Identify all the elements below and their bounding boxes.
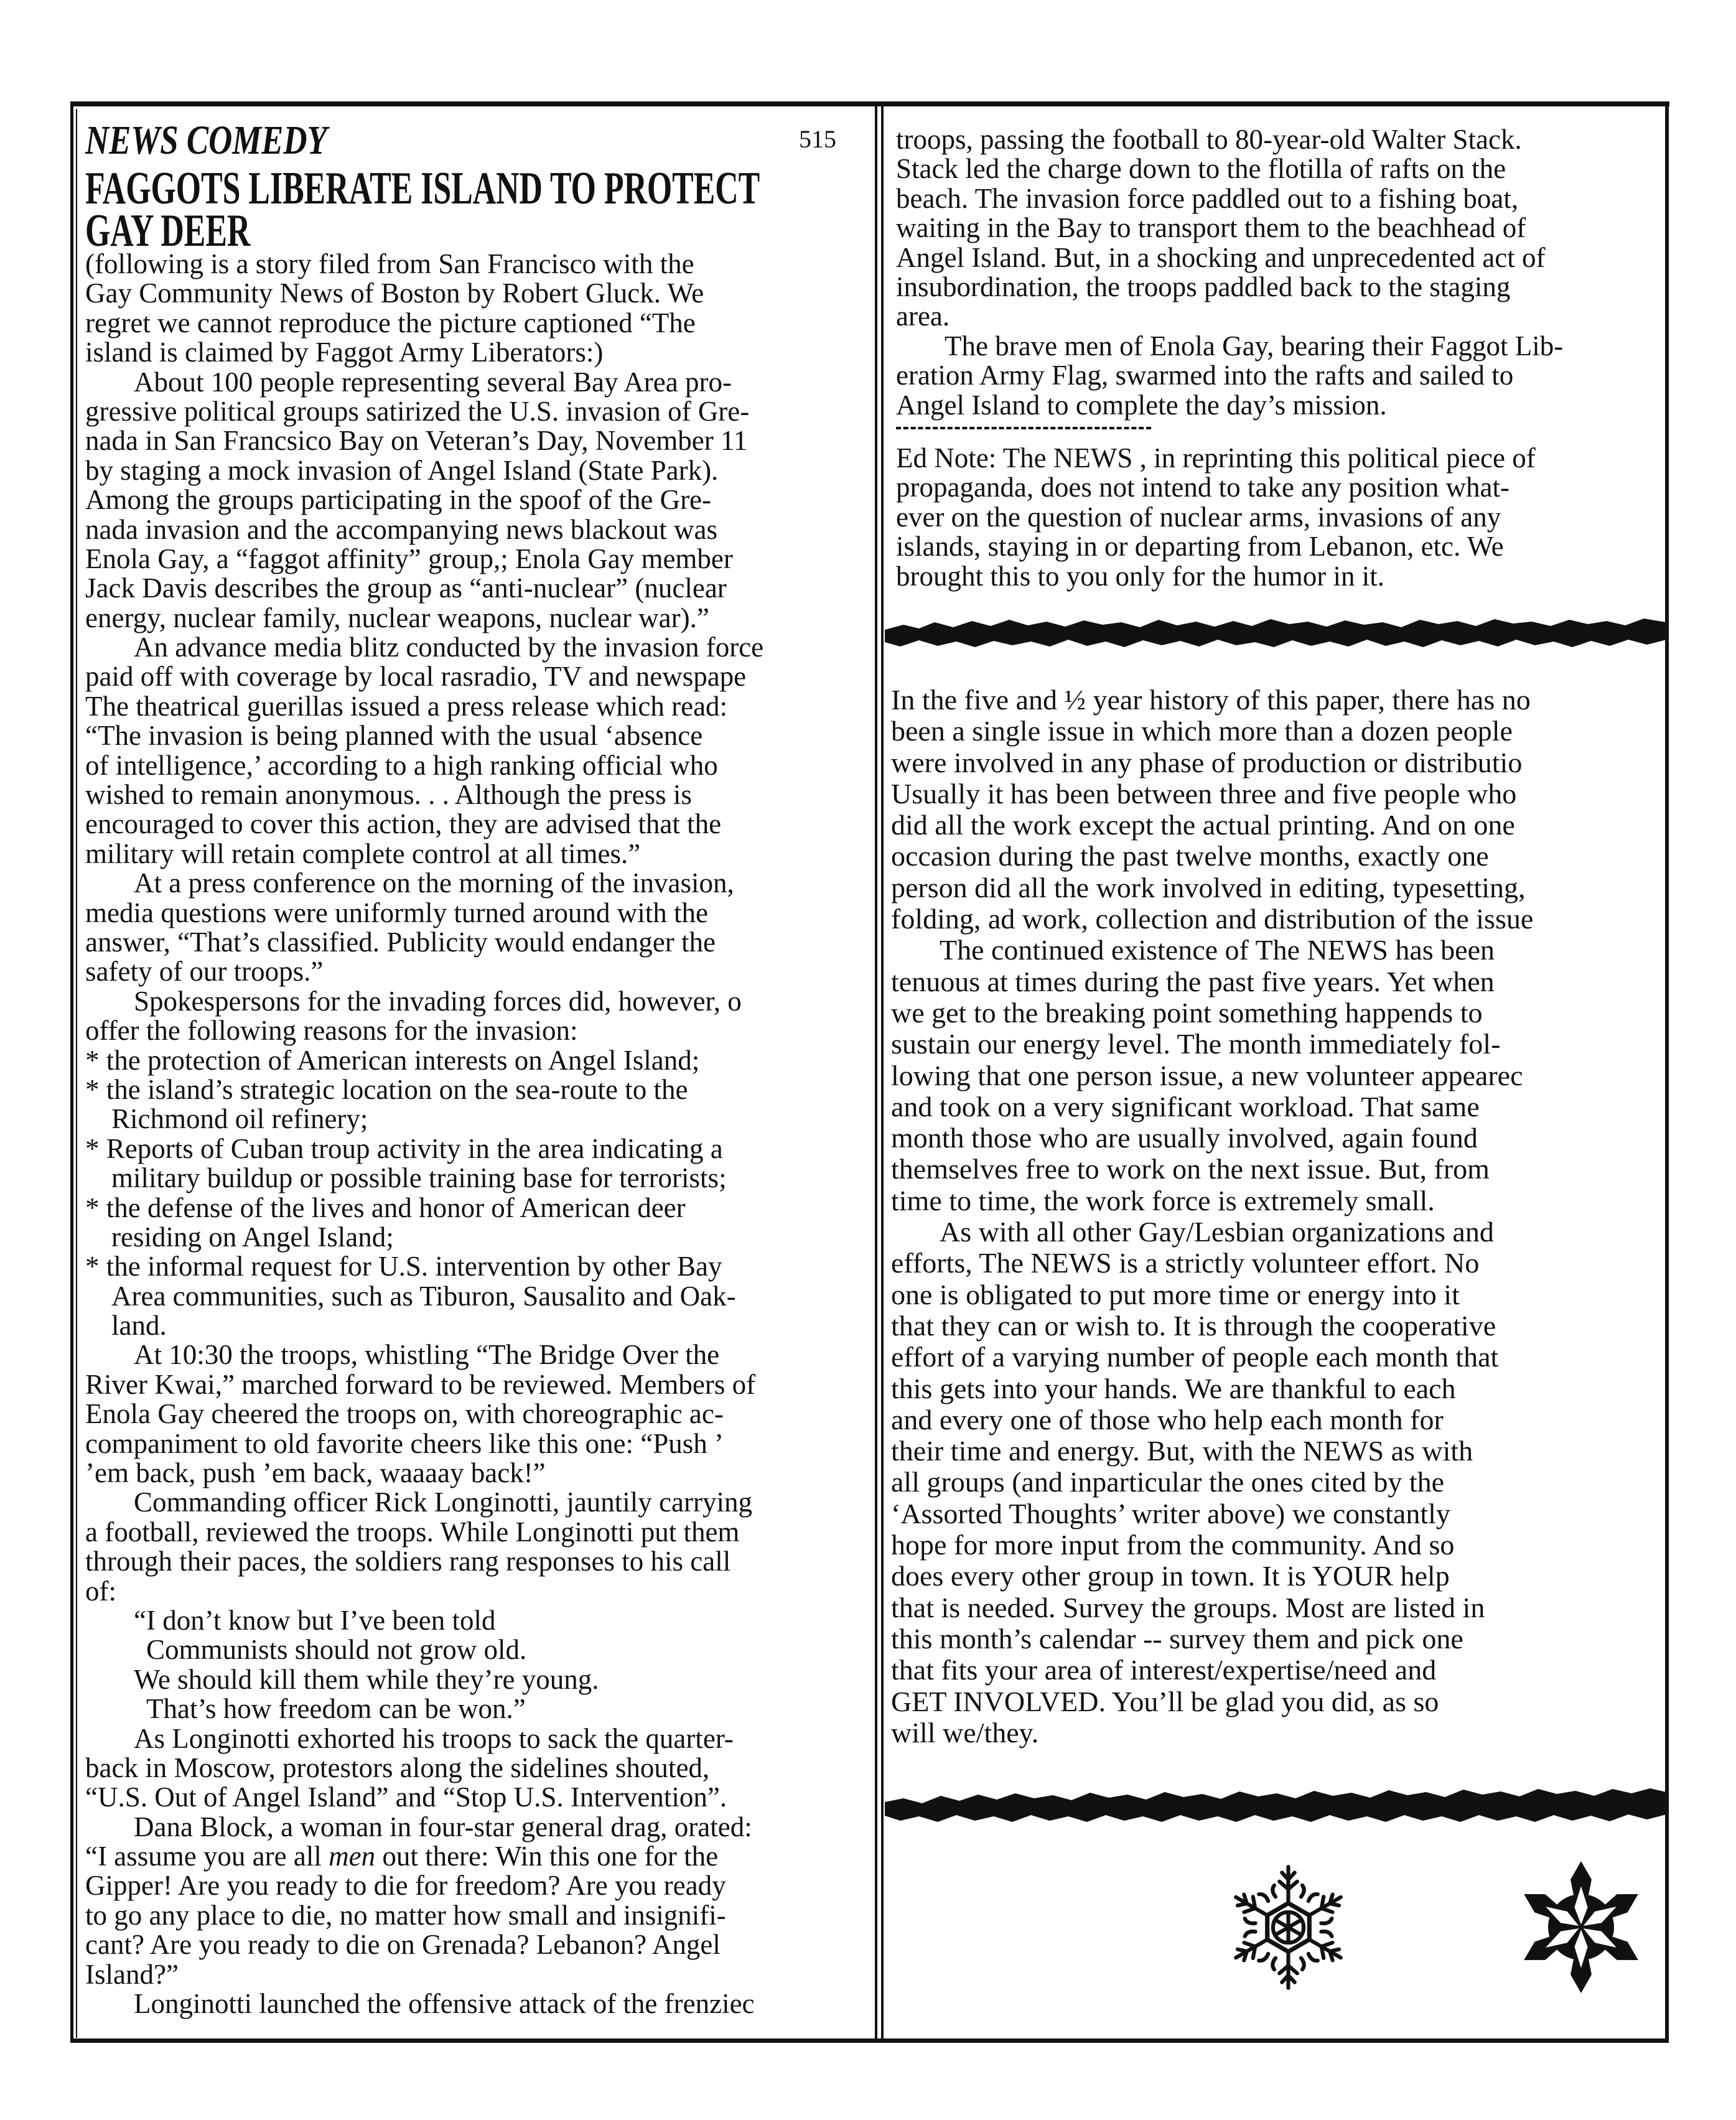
text-line	[85, 1960, 870, 1989]
text-segment: “I assume you are all	[85, 1841, 329, 1872]
text-line	[85, 987, 870, 1016]
column-divider	[881, 101, 884, 2043]
text-line	[85, 1252, 870, 1281]
text-segment: “The invasion is being planned with the usual ‘absence	[85, 720, 703, 752]
text-line	[85, 485, 870, 515]
text-line	[85, 338, 870, 367]
text-segment: The theatrical guerillas issued a press release which read:	[85, 690, 728, 722]
text-line	[85, 309, 870, 338]
text-segment: did all the work except the actual printing. And on one	[891, 809, 1515, 841]
text-segment: At 10:30 the troops, whistling “The Bridge Over the	[134, 1339, 720, 1371]
text-segment: tenuous at times during the past five years. Yet when	[891, 965, 1495, 997]
text-line	[896, 532, 1661, 561]
text-segment: * the informal request for U.S. intervention by other Bay	[85, 1251, 722, 1282]
text-segment: beach. The invasion force paddled out to a fishing boat,	[896, 182, 1519, 214]
text-segment: The continued existence of The NEWS has been	[940, 934, 1495, 966]
text-line	[85, 780, 870, 810]
text-segment: encouraged to cover this action, they are advised that the	[85, 808, 722, 840]
text-line	[85, 810, 870, 839]
text-segment: That’s how freedom can be won.”	[146, 1693, 526, 1725]
text-segment: efforts, The NEWS is a strictly volunteer effort. No	[891, 1247, 1480, 1279]
text-segment: propaganda, does not intend to take any position what-	[896, 472, 1510, 503]
text-line	[85, 1547, 870, 1576]
text-line	[85, 1901, 870, 1930]
text-line	[85, 1459, 870, 1488]
text-line	[896, 273, 1661, 302]
volunteer-appeal-column	[891, 684, 1663, 1780]
text-segment: paid off with coverage by local rasradio, TV and newspape	[85, 661, 747, 693]
text-line	[85, 1223, 870, 1252]
text-line	[891, 716, 1663, 747]
text-segment: Angel Island. But, in a shocking and unprecedented act of	[896, 241, 1546, 273]
text-segment: does every other group in town. It is YOUR help	[891, 1560, 1450, 1592]
text-line	[891, 1248, 1663, 1279]
frame-border-left-inner	[76, 109, 77, 2038]
text-segment: we get to the breaking point something happends to	[891, 996, 1483, 1029]
text-line	[85, 368, 870, 397]
frame-border-left	[70, 101, 73, 2043]
text-segment: Enola Gay, a “faggot affinity” group,; Enola Gay member	[85, 543, 733, 574]
text-line	[891, 1561, 1663, 1592]
text-line	[85, 279, 870, 308]
text-segment: military buildup or possible training base for terrorists;	[111, 1162, 727, 1194]
text-segment: that fits your area of interest/expertise/need and	[891, 1654, 1437, 1686]
text-segment: In the five and ½ year history of this paper, there has no	[891, 684, 1531, 716]
text-line	[891, 1123, 1663, 1154]
text-segment: of intelligence,’ according to a high ranking official who	[85, 749, 718, 781]
text-segment: and every one of those who help each month for	[891, 1403, 1444, 1436]
text-segment: Island?”	[85, 1958, 179, 1990]
text-line	[85, 633, 870, 662]
text-segment: offer the following reasons for the invasion:	[85, 1015, 578, 1047]
text-line	[891, 904, 1663, 935]
text-line	[85, 1429, 870, 1459]
text-segment: * Reports of Cuban troup activity in the area indicating a	[85, 1132, 723, 1164]
text-segment: occasion during the past twelve months, exactly one	[891, 840, 1489, 872]
text-line	[85, 751, 870, 780]
text-line	[85, 1311, 870, 1340]
text-segment: folding, ad work, collection and distribution of the issue	[891, 903, 1534, 935]
text-line	[85, 456, 870, 485]
text-segment: “I don’t know but I’ve been told	[134, 1604, 496, 1636]
text-line	[891, 810, 1663, 841]
text-line	[85, 1577, 870, 1606]
text-segment: person did all the work involved in editing, typesetting,	[891, 871, 1526, 904]
text-segment: As with all other Gay/Lesbian organizations and	[940, 1216, 1494, 1248]
text-segment: land.	[111, 1310, 167, 1342]
text-segment: that is needed. Survey the groups. Most are listed in	[891, 1591, 1485, 1623]
text-line	[85, 1488, 870, 1517]
text-segment: brought this to you only for the humor in it.	[896, 560, 1384, 592]
text-segment: River Kwai,” marched forward to be reviewed. Members of	[85, 1368, 756, 1400]
text-line	[85, 899, 870, 928]
text-segment: * the protection of American interests on Angel Island;	[85, 1044, 700, 1076]
text-segment: Richmond oil refinery;	[111, 1103, 368, 1135]
text-segment: ’em back, push ’em back, waaaay back!”	[85, 1457, 546, 1489]
text-segment: to go any place to die, no matter how small and insignifi-	[85, 1899, 726, 1931]
text-segment: islands, staying in or departing from Lebanon, etc. We	[896, 531, 1504, 563]
text-line	[85, 692, 870, 721]
text-segment: Dana Block, a woman in four-star general drag, orated:	[134, 1811, 752, 1842]
text-segment: all groups (and inparticular the ones cited by the	[891, 1466, 1445, 1498]
text-line	[85, 869, 870, 898]
text-segment: “U.S. Out of Angel Island” and “Stop U.S. Intervention”.	[85, 1781, 727, 1813]
text-line	[85, 1930, 870, 1959]
text-line	[891, 1686, 1663, 1717]
text-segment: Gipper! Are you ready to die for freedom? Are you ready	[85, 1870, 726, 1902]
text-segment: waiting in the Bay to transport them to the beachhead of	[896, 212, 1526, 244]
text-segment: Ed Note: The NEWS , in reprinting this political piece of	[896, 444, 1536, 474]
text-line	[896, 125, 1661, 154]
text-segment: energy, nuclear family, nuclear weapons, nuclear war).”	[85, 602, 709, 633]
wavy-divider-band	[885, 616, 1666, 651]
snowflake-icon	[1515, 1859, 1647, 1995]
text-line	[891, 1029, 1663, 1060]
text-line	[891, 1342, 1663, 1373]
text-line	[891, 935, 1663, 966]
text-line	[896, 154, 1661, 184]
text-line	[85, 426, 870, 455]
left-article-column	[85, 250, 870, 2042]
text-line	[896, 213, 1661, 243]
text-line	[85, 928, 870, 957]
text-segment: this month’s calendar -- survey them and pick one	[891, 1622, 1463, 1655]
text-segment: * the defense of the lives and honor of American deer	[85, 1192, 686, 1223]
text-segment: ‘Assorted Thoughts’ writer above) we constantly	[891, 1497, 1450, 1529]
section-kicker: NEWS COMEDY	[85, 118, 327, 163]
text-line	[85, 1104, 870, 1134]
text-segment: At a press conference on the morning of the invasion,	[134, 867, 734, 899]
text-segment: time to time, the work force is extremely small.	[891, 1184, 1435, 1216]
text-segment: themselves free to work on the next issue. But, from	[891, 1153, 1490, 1185]
text-segment: a football, reviewed the troops. While Longinotti put them	[85, 1516, 740, 1548]
text-line	[85, 397, 870, 426]
text-line	[85, 1989, 870, 2019]
text-segment: Angel Island to complete the day’s mission.	[896, 389, 1387, 421]
text-segment: Enola Gay cheered the troops on, with choreographic ac-	[85, 1398, 724, 1430]
emphasis-text: men	[329, 1841, 376, 1872]
text-segment: (following is a story filed from San Francisco with the	[85, 250, 694, 279]
text-segment: insubordination, the troops paddled back to the staging	[896, 271, 1511, 302]
text-segment: GET INVOLVED. You’ll be glad you did, as so	[891, 1685, 1439, 1717]
text-line	[891, 684, 1663, 716]
text-line	[891, 1279, 1663, 1310]
text-line	[85, 1282, 870, 1311]
text-line	[891, 1436, 1663, 1467]
text-segment: out there: Win this one for the	[375, 1841, 719, 1872]
text-segment: hope for more input from the community. And so	[891, 1529, 1455, 1561]
text-line	[891, 1467, 1663, 1498]
text-segment: residing on Angel Island;	[111, 1221, 394, 1253]
text-line	[85, 1164, 870, 1193]
headline-line: GAY DEER	[85, 205, 251, 256]
text-segment: safety of our troops.”	[85, 956, 324, 988]
text-line	[85, 1842, 870, 1871]
text-segment: answer, “That’s classified. Publicity would endanger the	[85, 926, 716, 958]
text-segment: Stack led the charge down to the flotilla of rafts on the	[896, 153, 1506, 185]
text-segment: that they can or wish to. It is through the cooperative	[891, 1309, 1496, 1342]
text-segment: of:	[85, 1575, 116, 1607]
text-segment: Area communities, such as Tiburon, Sausalito and Oak-	[111, 1280, 736, 1312]
text-line	[85, 1340, 870, 1370]
text-segment: will we/they.	[891, 1716, 1039, 1749]
text-line	[891, 1060, 1663, 1091]
text-line	[85, 721, 870, 750]
text-line	[896, 473, 1661, 502]
text-line	[85, 1871, 870, 1900]
text-line	[896, 243, 1661, 273]
text-segment: eration Army Flag, swarmed into the rafts and sailed to	[896, 360, 1514, 391]
text-segment: media questions were uniformly turned around with the	[85, 897, 709, 928]
text-line	[891, 1623, 1663, 1655]
text-segment: Usually it has been between three and five people who	[891, 777, 1517, 810]
text-line	[85, 1635, 870, 1665]
text-segment: Communists should not grow old.	[146, 1634, 527, 1666]
text-segment: lowing that one person issue, a new volunteer appearec	[891, 1059, 1523, 1091]
text-segment: by staging a mock invasion of Angel Island (State Park).	[85, 454, 719, 486]
text-line	[891, 1310, 1663, 1342]
text-line	[85, 1606, 870, 1635]
text-segment: wished to remain anonymous. . . Although the press is	[85, 779, 692, 811]
page-number: 515	[799, 125, 836, 153]
snowflake-icon	[1225, 1864, 1352, 1991]
text-segment: military will retain complete control at all times.”	[85, 838, 641, 869]
text-segment: nada invasion and the accompanying news blackout was	[85, 513, 717, 545]
text-line	[891, 1216, 1663, 1248]
wavy-band-shape	[885, 619, 1666, 647]
text-line	[891, 1529, 1663, 1561]
text-segment: sustain our energy level. The month immediately fol-	[891, 1028, 1501, 1060]
text-line	[896, 562, 1661, 591]
text-line	[891, 1717, 1663, 1749]
wavy-divider-band	[885, 1787, 1666, 1826]
text-segment: one is obligated to put more time or energy into it	[891, 1278, 1460, 1310]
text-segment: We should kill them while they’re young.	[134, 1663, 599, 1695]
text-line	[85, 250, 870, 279]
editor-note	[896, 444, 1661, 599]
dashed-separator	[896, 427, 1151, 429]
text-line	[85, 1016, 870, 1045]
text-line	[891, 966, 1663, 997]
text-line	[891, 1498, 1663, 1529]
text-segment: area.	[896, 301, 950, 332]
text-line	[891, 841, 1663, 872]
text-line	[896, 361, 1661, 390]
text-line	[85, 662, 870, 691]
text-line	[85, 604, 870, 633]
text-line	[85, 515, 870, 544]
text-line	[896, 391, 1661, 420]
text-line	[85, 1724, 870, 1753]
text-line	[85, 544, 870, 574]
text-segment: companiment to old favorite cheers like this one: “Push ’	[85, 1427, 724, 1459]
text-segment: Spokespersons for the invading forces did, however, o	[134, 985, 742, 1017]
text-line	[891, 997, 1663, 1029]
text-line	[896, 332, 1661, 361]
text-segment: Longinotti launched the offensive attack of the frenziec	[134, 1988, 755, 2020]
text-line	[85, 1046, 870, 1075]
text-line	[891, 872, 1663, 904]
text-line	[85, 957, 870, 986]
text-line	[896, 302, 1661, 331]
text-line	[85, 1134, 870, 1164]
text-line	[896, 503, 1661, 532]
text-segment: month those who are usually involved, again found	[891, 1122, 1478, 1154]
text-segment: About 100 people representing several Bay Area pro-	[134, 366, 732, 398]
text-segment: As Longinotti exhorted his troops to sack the quarter-	[134, 1722, 734, 1754]
headline-line: FAGGOTS LIBERATE ISLAND TO PROTECT	[85, 163, 760, 214]
text-segment: back in Moscow, protestors along the sidelines shouted,	[85, 1752, 710, 1783]
text-line	[891, 1185, 1663, 1216]
text-line	[891, 747, 1663, 778]
frame-border-top	[70, 101, 1669, 106]
text-line	[85, 1075, 870, 1104]
text-segment: * the island’s strategic location on the sea-route to the	[85, 1073, 688, 1105]
text-line	[891, 1404, 1663, 1436]
text-segment: regret we cannot reproduce the picture captioned “The	[85, 307, 696, 339]
text-line	[85, 1753, 870, 1783]
text-segment: The brave men of Enola Gay, bearing their Faggot Lib-	[945, 330, 1564, 362]
text-segment: island is claimed by Faggot Army Liberators:)	[85, 337, 604, 368]
text-segment: cant? Are you ready to die on Grenada? Lebanon? Angel	[85, 1929, 721, 1961]
text-line	[896, 444, 1661, 473]
text-line	[85, 1813, 870, 1842]
text-line	[85, 1665, 870, 1694]
text-segment: and took on a very significant workload. That same	[891, 1090, 1480, 1123]
right-article-continuation	[896, 125, 1661, 424]
text-line	[896, 184, 1661, 213]
text-line	[891, 778, 1663, 810]
column-divider	[875, 101, 877, 2043]
text-segment: troops, passing the football to 80-year-old Walter Stack.	[896, 125, 1522, 155]
frame-border-right	[1665, 101, 1669, 2043]
text-segment: effort of a varying number of people each month that	[891, 1341, 1499, 1373]
text-line	[85, 1193, 870, 1223]
text-segment: Jack Davis describes the group as “anti-nuclear” (nuclear	[85, 572, 727, 604]
text-line	[85, 1370, 870, 1399]
text-line	[891, 1373, 1663, 1404]
text-segment: An advance media blitz conducted by the invasion force	[134, 632, 764, 663]
text-line	[85, 1518, 870, 1547]
text-segment: nada in San Francsico Bay on Veteran’s Day, November 11	[85, 425, 748, 457]
text-line	[85, 1783, 870, 1812]
text-segment: Among the groups participating in the spoof of the Gre-	[85, 484, 712, 516]
text-segment: Gay Community News of Boston by Robert Gluck. We	[85, 278, 704, 309]
text-segment: been a single issue in which more than a dozen people	[891, 715, 1513, 747]
text-segment: ever on the question of nuclear arms, invasions of any	[896, 501, 1501, 533]
text-segment: this gets into your hands. We are thankful to each	[891, 1372, 1456, 1404]
text-segment: were involved in any phase of production or distributio	[891, 746, 1523, 778]
wavy-band-shape	[885, 1788, 1666, 1822]
text-segment: gressive political groups satirized the U.S. invasion of Gre-	[85, 395, 750, 427]
text-line	[85, 1399, 870, 1429]
text-line	[891, 1592, 1663, 1623]
text-line	[891, 1091, 1663, 1123]
text-segment: their time and energy. But, with the NEWS as with	[891, 1435, 1473, 1467]
text-segment: Commanding officer Rick Longinotti, jauntily carrying	[134, 1487, 752, 1518]
text-line	[85, 574, 870, 603]
text-line	[85, 839, 870, 869]
text-segment: through their paces, the soldiers rang responses to his call	[85, 1546, 731, 1577]
text-line	[891, 1655, 1663, 1686]
text-line	[891, 1154, 1663, 1185]
text-line	[85, 1694, 870, 1724]
